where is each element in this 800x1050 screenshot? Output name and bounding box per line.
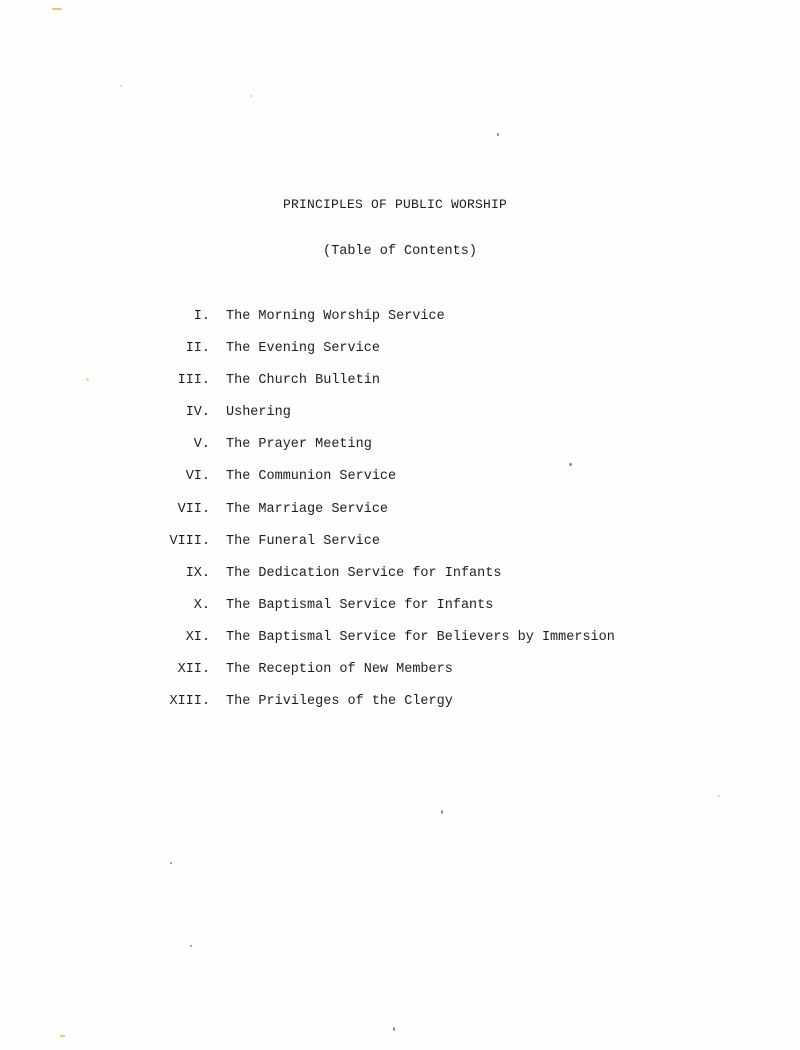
toc-entry-title: Ushering: [226, 405, 291, 421]
toc-numeral: III.: [177, 373, 210, 389]
toc-entry-title: The Prayer Meeting: [226, 437, 372, 453]
scan-speck: [250, 95, 252, 97]
scan-speck: [393, 1027, 395, 1031]
toc-entry-title: The Reception of New Members: [226, 662, 453, 678]
toc-entry: [0, 405, 800, 437]
toc-numeral: V.: [193, 437, 210, 453]
scan-speck: [190, 945, 192, 947]
toc-entry: [0, 566, 800, 598]
toc-numeral: XIII.: [169, 694, 210, 710]
table-of-contents: [0, 309, 800, 726]
toc-numeral: X.: [193, 597, 210, 613]
toc-numeral: XII.: [177, 662, 210, 678]
toc-entry: [0, 341, 800, 373]
toc-entry-title: The Communion Service: [226, 469, 397, 485]
toc-entry-title: The Baptismal Service for Infants: [226, 597, 494, 613]
toc-entry: [0, 437, 800, 469]
toc-entry-title: The Dedication Service for Infants: [226, 565, 502, 581]
document-subtitle: (Table of Contents): [323, 244, 477, 259]
scan-speck: [60, 1035, 65, 1037]
toc-entry-title: The Church Bulletin: [226, 373, 380, 389]
toc-entry: [0, 662, 800, 694]
toc-entry: [0, 469, 800, 501]
toc-numeral: VIII.: [169, 533, 210, 549]
scan-speck: [170, 862, 172, 864]
toc-entry: [0, 598, 800, 630]
scan-speck: [441, 810, 443, 814]
toc-entry-title: The Evening Service: [226, 341, 380, 357]
scan-speck: [52, 8, 62, 10]
toc-entry-title: The Morning Worship Service: [226, 309, 445, 324]
scan-speck: [120, 85, 122, 87]
toc-entry: [0, 373, 800, 405]
toc-entry: [0, 534, 800, 566]
toc-numeral: IV.: [185, 405, 210, 421]
toc-entry: [0, 630, 800, 662]
toc-entry-title: The Privileges of the Clergy: [226, 694, 453, 710]
toc-entry-title: The Funeral Service: [226, 533, 380, 549]
toc-entry: [0, 694, 800, 726]
scan-speck: [497, 133, 499, 136]
toc-entry-title: The Baptismal Service for Believers by Immersion: [226, 629, 615, 645]
document-title: PRINCIPLES OF PUBLIC WORSHIP: [282, 197, 508, 212]
toc-entry-title: The Marriage Service: [226, 501, 389, 517]
toc-numeral: VI.: [185, 469, 210, 485]
toc-numeral: II.: [185, 341, 210, 357]
toc-numeral: IX.: [185, 565, 210, 581]
toc-entry: [0, 502, 800, 534]
toc-numeral: I.: [193, 309, 210, 324]
scan-speck: [717, 795, 720, 797]
toc-numeral: VII.: [177, 501, 210, 517]
toc-entry: [0, 309, 800, 341]
toc-numeral: XI.: [185, 629, 210, 645]
